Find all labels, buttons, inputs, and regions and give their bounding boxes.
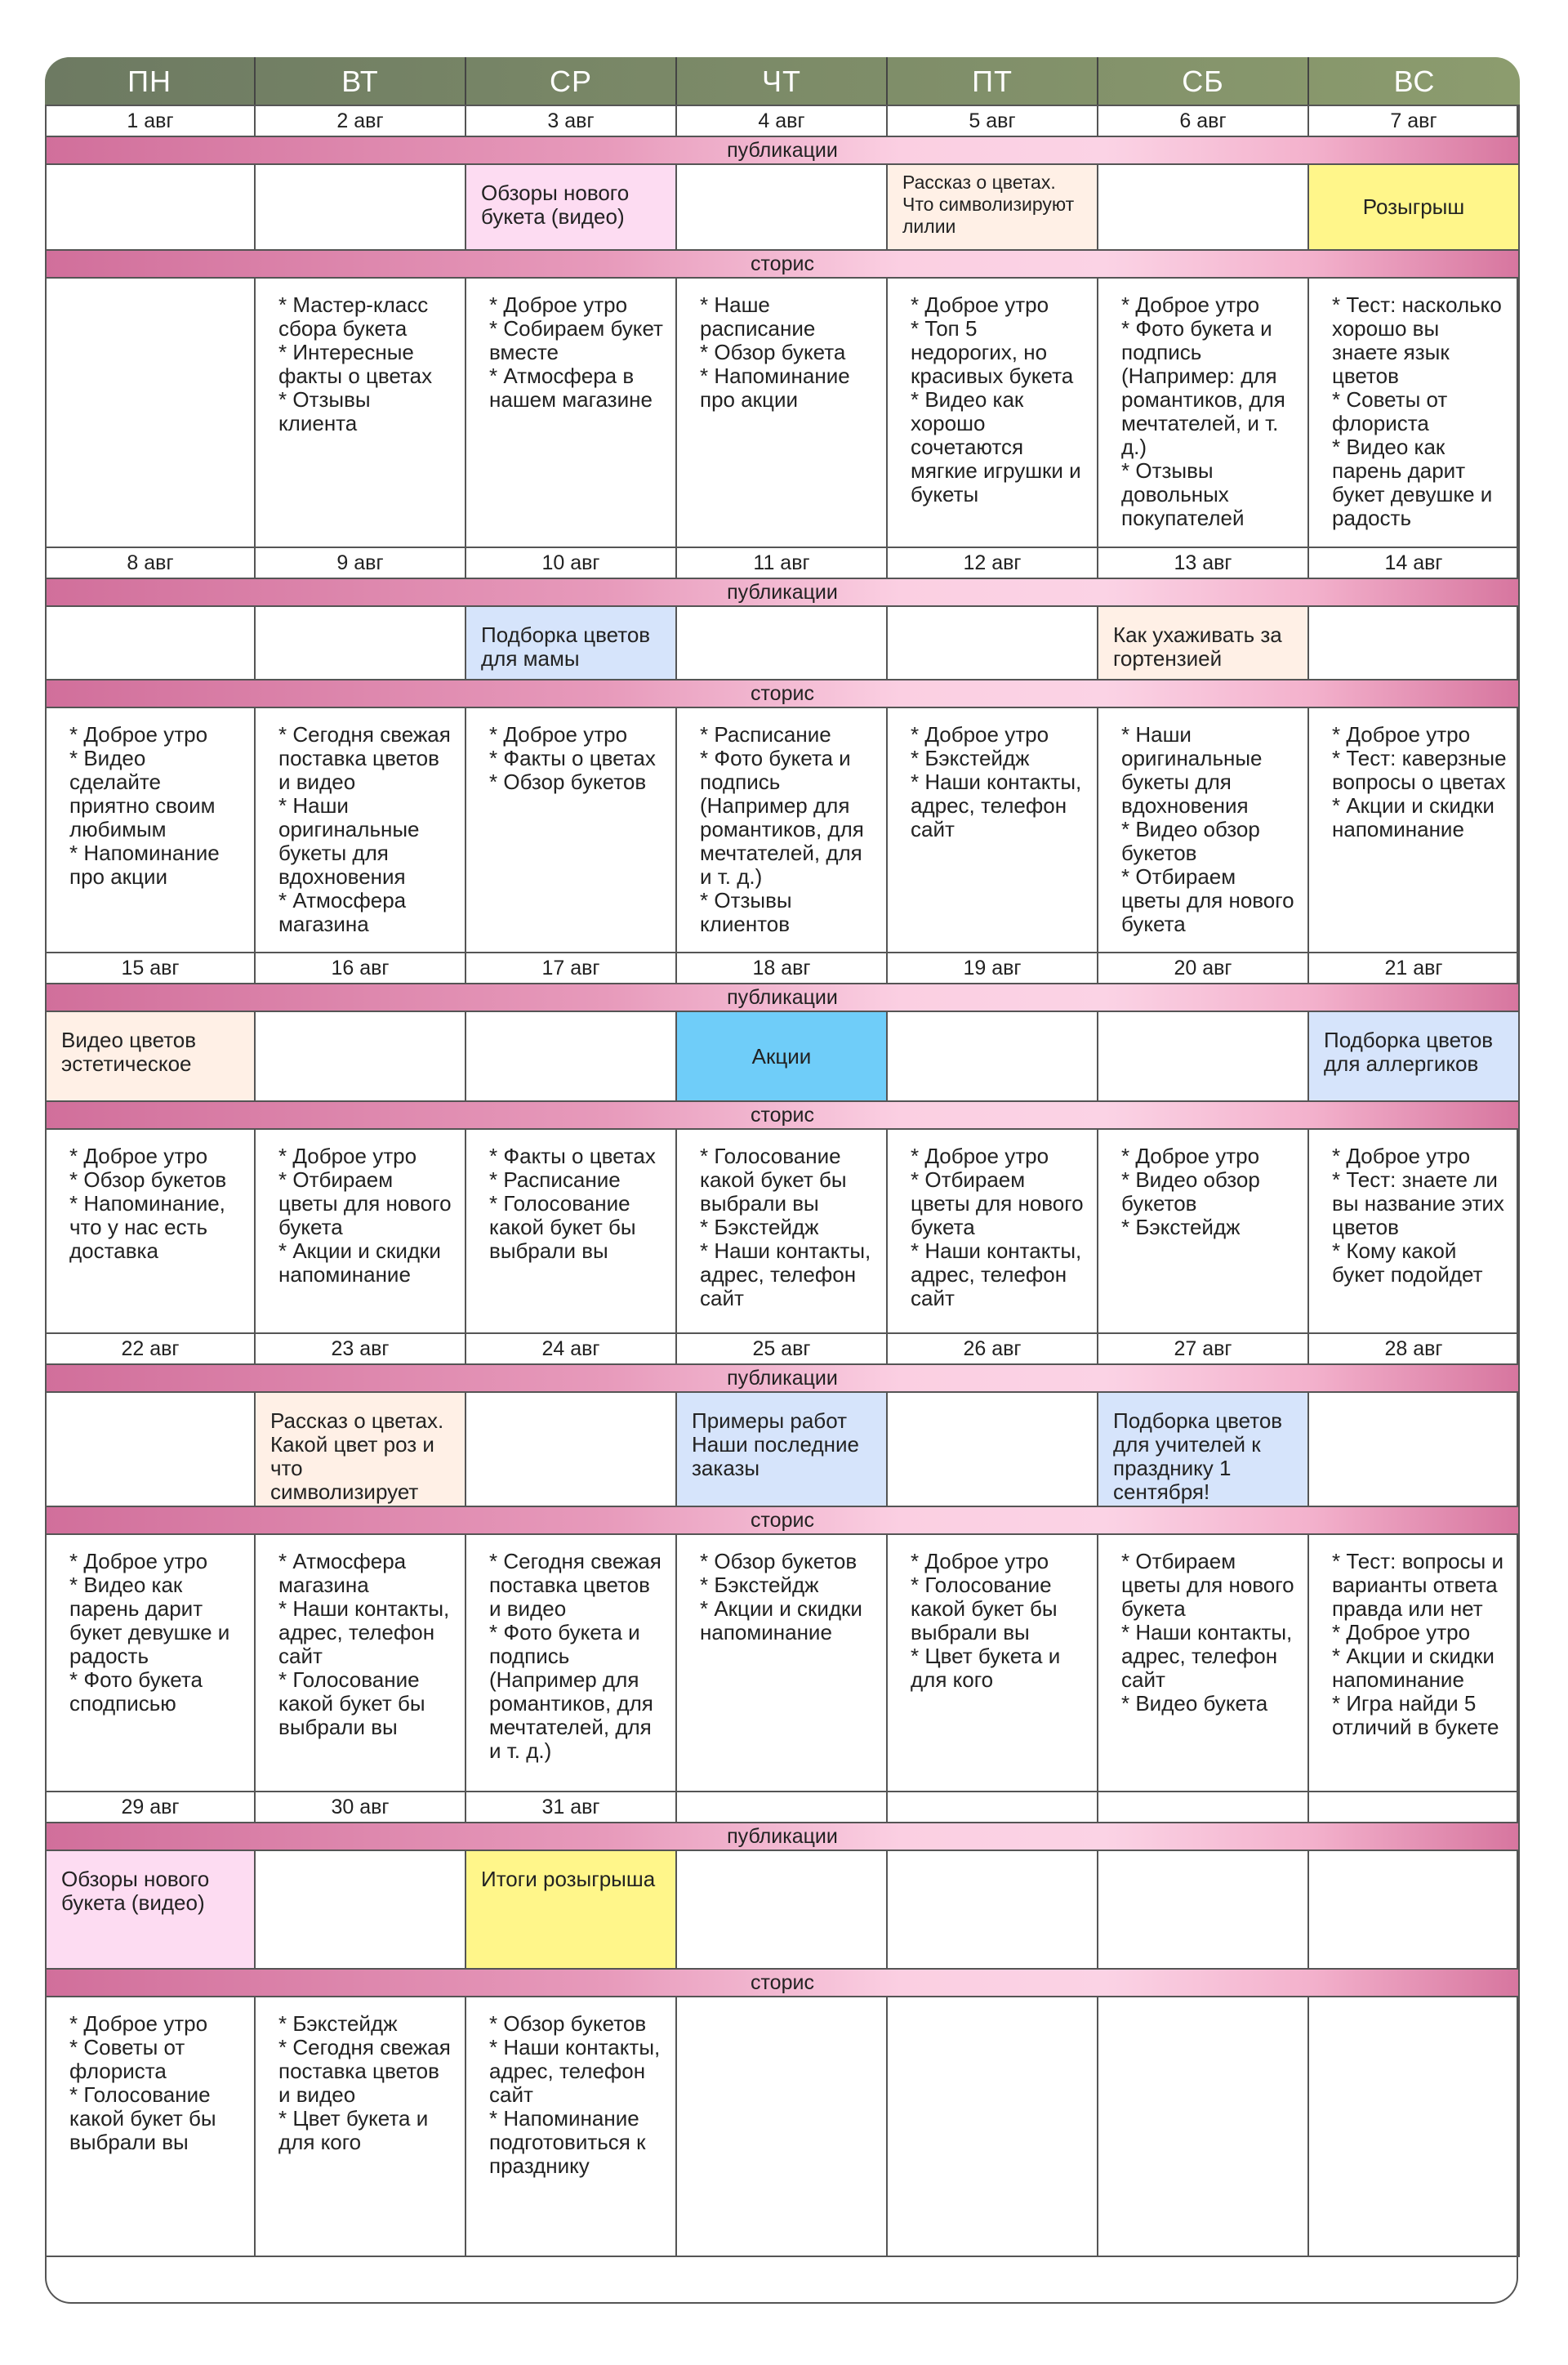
publication-cell: Подборка цветов для мамы [466,607,677,680]
publication-cell: Подборка цветов для учителей к празднику 1 сентября! [1098,1393,1309,1507]
publication-cell: Рассказ о цветах. Какой цвет роз и что символизирует [256,1393,466,1507]
publications-row [45,607,1520,680]
story-cell: * Доброе утро * Собираем букет вместе * Атмосфера в нашем магазине [466,279,677,548]
publication-cell [466,1393,677,1507]
stories-row [45,708,1520,953]
publication-cell [1098,165,1309,251]
date-cell: 17 авг [466,953,677,984]
date-cell: 13 авг [1098,548,1309,579]
date-row [45,548,1520,579]
weekday-mon: ПН [45,57,256,106]
date-cell [677,1792,888,1823]
date-cell: 30 авг [256,1792,466,1823]
date-cell: 4 авг [677,106,888,137]
publication-cell [677,1851,888,1970]
date-cell: 25 авг [677,1334,888,1365]
publications-row [45,1851,1520,1970]
publication-cell [256,165,466,251]
date-cell: 27 авг [1098,1334,1309,1365]
story-cell: * Доброе утро * Видео обзор букетов * Бэкстейдж [1098,1130,1309,1334]
date-row [45,106,1520,137]
story-cell: * Доброе утро * Бэкстейдж * Наши контакты, адрес, телефон сайт [888,708,1098,953]
story-cell: * Тест: вопросы и варианты ответа правда или нет * Доброе утро * Акции и скидки напоминание * Игра найди 5 отличий в букете [1309,1535,1520,1792]
publication-cell [45,607,256,680]
story-cell: * Доброе утро * Тест: знаете ли вы название этих цветов * Кому какой букет подойдет [1309,1130,1520,1334]
publication-cell [256,1012,466,1102]
weekday-fri: ПТ [888,57,1098,106]
publication-cell: Примеры работ Наши последние заказы [677,1393,888,1507]
publication-cell: Рассказ о цветах. Что символизируют лилии [888,165,1098,251]
story-cell: * Доброе утро * Фото букета и подпись (Например: для романтиков, для мечтателей, и т. д.) * Отзывы довольных покупателей [1098,279,1309,548]
weekday-header [45,57,1520,106]
date-cell: 6 авг [1098,106,1309,137]
weekday-thu: ЧТ [677,57,888,106]
date-cell: 24 авг [466,1334,677,1365]
story-cell: * Доброе утро * Тест: каверзные вопросы о цветах * Акции и скидки напоминание [1309,708,1520,953]
publication-cell [45,1393,256,1507]
story-cell [1309,1997,1520,2257]
story-cell: * Доброе утро * Топ 5 недорогих, но красивых букета * Видео как хорошо сочетаются мягкие игрушки и букеты [888,279,1098,548]
story-cell: * Сегодня свежая поставка цветов и видео * Фото букета и подпись (Например для романтиков, для мечтателей, для и т. д.) [466,1535,677,1792]
story-cell [677,1997,888,2257]
date-cell: 31 авг [466,1792,677,1823]
publication-cell: Обзоры нового букета (видео) [45,1851,256,1970]
story-cell: * Факты о цветах * Расписание * Голосование какой букет бы выбрали вы [466,1130,677,1334]
publication-cell [888,1393,1098,1507]
date-cell: 3 авг [466,106,677,137]
date-cell: 19 авг [888,953,1098,984]
date-cell: 28 авг [1309,1334,1520,1365]
story-cell: * Бэкстейдж * Сегодня свежая поставка цветов и видео * Цвет букета и для кого [256,1997,466,2257]
story-cell: * Атмосфера магазина * Наши контакты, адрес, телефон сайт * Голосование какой букет бы выбрали вы [256,1535,466,1792]
date-cell [888,1792,1098,1823]
publications-band: публикации [45,984,1520,1012]
publication-cell: Розыгрыш [1309,165,1520,251]
publication-cell [1098,1012,1309,1102]
publication-cell: Итоги розыгрыша [466,1851,677,1970]
stories-row [45,1997,1520,2257]
publications-row [45,1393,1520,1507]
story-cell: * Доброе утро * Видео сделайте приятно своим любимым * Напоминание про акции [45,708,256,953]
story-cell: * Доброе утро * Отбираем цветы для нового букета * Акции и скидки напоминание [256,1130,466,1334]
weekday-tue: ВТ [256,57,466,106]
publication-cell [1098,1851,1309,1970]
date-cell: 10 авг [466,548,677,579]
stories-band: сторис [45,680,1520,708]
stories-row [45,1130,1520,1334]
story-cell: * Доброе утро * Голосование какой букет бы выбрали вы * Цвет букета и для кого [888,1535,1098,1792]
date-cell: 22 авг [45,1334,256,1365]
publication-cell [888,1012,1098,1102]
story-cell: * Доброе утро * Обзор букетов * Напоминание, что у нас есть доставка [45,1130,256,1334]
publication-cell [888,607,1098,680]
date-cell: 23 авг [256,1334,466,1365]
story-cell: * Доброе утро * Видео как парень дарит букет девушке и радость * Фото букета сподписью [45,1535,256,1792]
publication-cell [1309,1393,1520,1507]
date-cell: 11 авг [677,548,888,579]
story-cell: * Мастер-класс сбора букета * Интересные факты о цветах * Отзывы клиента [256,279,466,548]
publication-cell [256,607,466,680]
date-cell: 5 авг [888,106,1098,137]
date-row [45,1792,1520,1823]
publications-band: публикации [45,1823,1520,1851]
publication-cell [677,165,888,251]
publications-band: публикации [45,1365,1520,1393]
date-cell: 20 авг [1098,953,1309,984]
weeks-container [45,106,1520,2257]
date-cell: 1 авг [45,106,256,137]
date-cell: 12 авг [888,548,1098,579]
story-cell [1098,1997,1309,2257]
publication-cell [256,1851,466,1970]
publication-cell: Как ухаживать за гортензией [1098,607,1309,680]
story-cell: * Доброе утро * Факты о цветах * Обзор букетов [466,708,677,953]
story-cell: * Обзор букетов * Бэкстейдж * Акции и скидки напоминание [677,1535,888,1792]
story-cell: * Обзор букетов * Наши контакты, адрес, телефон сайт * Напоминание подготовиться к празднику [466,1997,677,2257]
date-cell: 2 авг [256,106,466,137]
date-cell [1098,1792,1309,1823]
story-cell [888,1997,1098,2257]
date-cell: 9 авг [256,548,466,579]
publication-cell: Обзоры нового букета (видео) [466,165,677,251]
story-cell: * Тест: насколько хорошо вы знаете язык цветов * Советы от флориста * Видео как парень дарит букет девушке и радость [1309,279,1520,548]
date-cell: 7 авг [1309,106,1520,137]
story-cell: * Наши оригинальные букеты для вдохновения * Видео обзор букетов * Отбираем цветы для нового букета [1098,708,1309,953]
publication-cell: Видео цветов эстетическое [45,1012,256,1102]
stories-row [45,279,1520,548]
date-row [45,1334,1520,1365]
publications-row [45,165,1520,251]
story-cell: * Голосование какой букет бы выбрали вы * Бэкстейдж * Наши контакты, адрес, телефон сайт [677,1130,888,1334]
publication-cell: Подборка цветов для аллергиков [1309,1012,1520,1102]
content-calendar [45,57,1520,2257]
story-cell: * Сегодня свежая поставка цветов и видео * Наши оригинальные букеты для вдохновения * Атмосфера магазина [256,708,466,953]
publication-cell [677,607,888,680]
publication-cell: Акции [677,1012,888,1102]
publication-cell [888,1851,1098,1970]
publication-cell [1309,607,1520,680]
date-cell: 15 авг [45,953,256,984]
stories-band: сторис [45,1507,1520,1535]
publication-cell [1309,1851,1520,1970]
weekday-sun: ВС [1393,65,1436,98]
stories-band: сторис [45,1102,1520,1130]
story-cell: * Доброе утро * Советы от флориста * Голосование какой букет бы выбрали вы [45,1997,256,2257]
stories-band: сторис [45,251,1520,279]
stories-band: сторис [45,1970,1520,1997]
publications-band: публикации [45,579,1520,607]
date-cell: 16 авг [256,953,466,984]
date-cell: 29 авг [45,1792,256,1823]
weekday-wed: СР [466,57,677,106]
weekday-sat: СБ [1098,57,1309,106]
publications-band: публикации [45,137,1520,165]
story-cell: * Наше расписание * Обзор букета * Напоминание про акции [677,279,888,548]
publication-cell [466,1012,677,1102]
publications-row [45,1012,1520,1102]
story-cell: * Отбираем цветы для нового букета * Наши контакты, адрес, телефон сайт * Видео букета [1098,1535,1309,1792]
date-row [45,953,1520,984]
stories-row [45,1535,1520,1792]
story-cell: * Доброе утро * Отбираем цветы для нового букета * Наши контакты, адрес, телефон сайт [888,1130,1098,1334]
date-cell: 21 авг [1309,953,1520,984]
publication-cell [45,165,256,251]
story-cell [45,279,256,548]
date-cell: 18 авг [677,953,888,984]
date-cell: 26 авг [888,1334,1098,1365]
date-cell: 14 авг [1309,548,1520,579]
story-cell: * Расписание * Фото букета и подпись (Например для романтиков, для мечтателей, для и т. д.) * Отзывы клиентов [677,708,888,953]
date-cell: 8 авг [45,548,256,579]
date-cell [1309,1792,1520,1823]
